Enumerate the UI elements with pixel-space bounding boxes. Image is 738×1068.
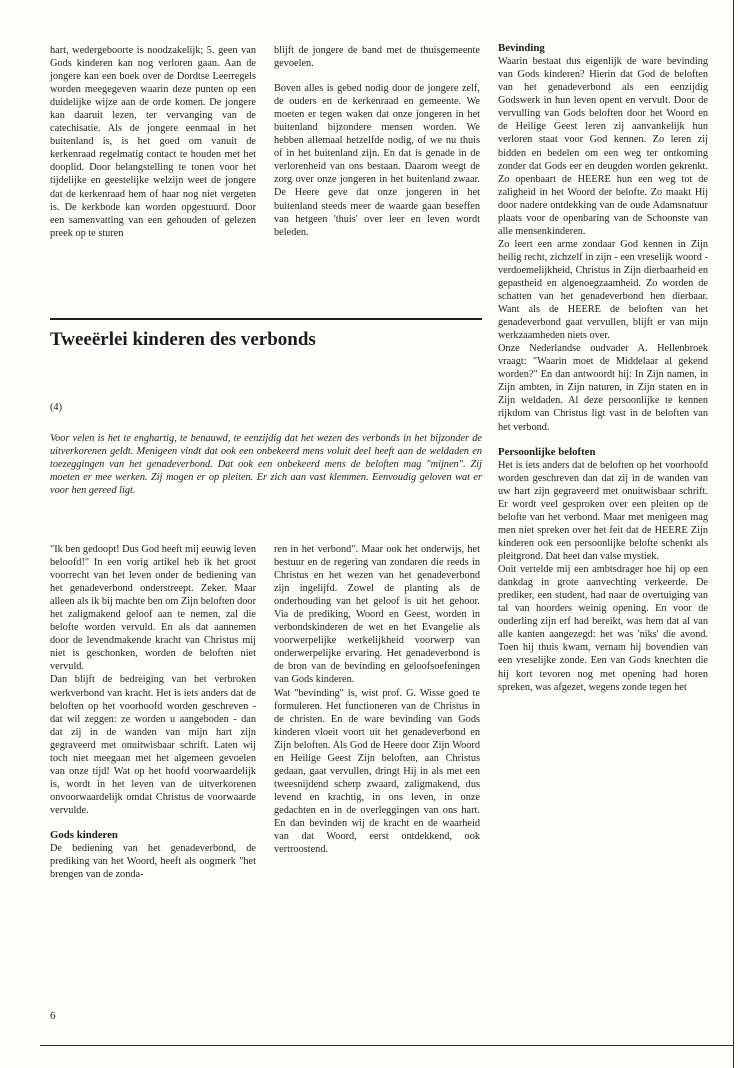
paragraph: Wat "bevinding" is, wist prof. G. Wisse goed te formuleren. Het functioneren van de Christus in de christen. En de ware bevinding van Gods kinderen vloeit voort uit het genadeverbond en Zijn beloften. Als God de Heere door Zijn Woord en Heilige Geest Zijn beloften, aan Christus gedaan, gaat vervullen, dringt Hij in als met een tweesnijdend scherp zwaard, zaligmakend, dus levend en krachtig, in ons leven, in onze gedachten en in de overleggingen van ons hart. En dan bevinden wij de kracht en de waarheid van dat Woord, eerst ontdekkend, ook vertroostend. [274, 687, 480, 856]
paragraph: ren in het verbond". Maar ook het onderwijs, het bestuur en de regering van zondaren die reeds in Christus en het wezen van het genadeverbond zijn ingelijfd. Zowel de planting als de onderhouding van het geloof is uit het gehoor. Via de prediking, Woord en Geest, worden in verbondskinderen de wet en het Evangelie als voorwerpelijke werkelijkheid voorwerp van onderwerpelijke ervaring. Het genadeverbond is de bron van de bevinding en geloofsoefeningen van Gods kinderen. [274, 544, 480, 686]
article-part-number: (4) [50, 402, 63, 413]
paragraph: De bediening van het genadeverbond, de prediking van het Woord, heeft als oogmerk "het brengen van de zonda- [50, 843, 256, 881]
top-left-column [50, 44, 256, 240]
page-border-bottom [40, 1045, 734, 1046]
paragraph: Dan blijft de bedreiging van het verbroken werkverbond van kracht. Het is iets anders dat de beloften op het voorhoofd worden geschreven - dat wil zeggen: ze worden u aangeboden - dan dat zij in de wanden van mijn hart zijn gegraveerd met onuitwisbaar schrift. Laten wij toch niet meegaan met het algemeen gevoelen van onze tijd! Wat op het hoofd voorwaardelijk is, wordt in het leven van de uitverkorenen onvoorwaardelijk omdat Christus de voorwaarde vervulde. [50, 674, 256, 816]
section-divider [50, 318, 482, 320]
section-heading: Persoonlijke beloften [498, 445, 596, 458]
section-heading: Bevinding [498, 42, 545, 54]
top-middle-column [274, 44, 480, 239]
paragraph: Zo leert een arme zondaar God kennen in Zijn heilig recht, zichzelf in zijn - een vreselijk woord - verdoemelijkheid, Christus in Zijn dierbaarheid en gepastheid en algenoegzaamheid. Zo worden de schatten van het genadeverbond hen dierbaar. Want als de HEERE de beloften van het genadeverbond gaat vervullen, blijft er van mijn werkzaamheden niets over. [498, 238, 708, 342]
page-number: 6 [50, 1010, 56, 1022]
paragraph: Onze Nederlandse oudvader A. Hellenbroek vraagt: "Waarin moet de Middelaar al gekend worden?" En dan antwoordt hij: In Zijn namen, in Zijn ambten, in Zijn naturen, in Zijn staten en in Zijn weldaden. Al deze persoonlijke te kennen rijkdom van Christus ligt vast in de beloften van het verbond. [498, 343, 708, 433]
article-title: Tweeërlei kinderen des verbonds [50, 329, 316, 350]
section-heading: Gods kinderen [50, 828, 118, 841]
paragraph: blijft de jongere de band met de thuisgemeente gevoelen. [274, 45, 480, 70]
paragraph: "Ik ben gedoopt! Dus God heeft mij eeuwig leven beloofd!" In een vorig artikel heb ik het groot voorrecht van het leven onder de bediening van het genadeverbond onderstreept. Zeker. Maar alleen als ik bij machte ben om Zijn beloften door het zaligmakend geloof aan te nemen, zal die belofte worden vervuld. En als dat aannemen door de levendmakende kracht van Christus mij niet is geschonken, worden de beloften niet vervuld. [50, 544, 256, 673]
bottom-middle-column [274, 543, 480, 856]
paragraph: Het is iets anders dat de beloften op het voorhoofd worden geschreven dan dat zij in de wanden van uw hart zijn gegraveerd met onuitwisbaar schrift. Er wordt veel gesproken over een pleiten op de belofte van het verbond. Maar met menigeen mag men niet spreken over het feit dat de HEERE Zijn kinderen ook een persoonlijke belofte schenkt als pleitgrond. Dat heet dan valse mystiek. [498, 459, 708, 563]
right-column [498, 42, 708, 694]
article-intro: Voor velen is het te enghartig, te benauwd, te eenzijdig dat het wezen des verbonds in het bijzonder de uitverkorenen geldt. Menigeen vindt dat ook een onbekeerd mens voluit deel heeft aan de weldaden en toezeggingen van het genadeverbond. Dat ook een onbekeerd mens de beloften mag "mijnen". Zij moeten er mee werken. Zij mogen er op pleiten. Er zich aan vast klemmen. Eenvoudig geloven wat er voor hen gereed ligt. [50, 433, 482, 497]
paragraph: Waarin bestaat dus eigenlijk de ware bevinding van Gods kinderen? Hierin dat God de beloften van het genadeverbond als een eenzijdig Godswerk in hun leven opent en vervult. Door de vervulling van Gods beloften door het Woord en de Heilige Geest leren zij aanvankelijk hun verloren staat voor God kennen. Zo leren zij bidden en bedelen om een weg ter ontkoming zonder dat Gods eer en deugden worden gekrenkt. Zo openbaart de HEERE hun een weg tot de zaligheid in het Woord der belofte. Zo maakt Hij door nadere ontdekking van de oude Adamsnatuur plaats voor de openbaring van de Schoonste van alle mensenkinderen. [498, 56, 708, 237]
paragraph: Ooit vertelde mij een ambtsdrager hoe hij op een dankdag in grote aanvechting verkeerde. De prediker, een student, had naar de overtuiging van tal van hoorders weinig opening. En voor de ouderling zijn erf had bereikt, was hem dat al van alle kanten aangezegd: het was 'niks' die avond. Toen hij thuis kwam, vernam hij bovendien van een vreselijke zonde. Een van Gods knechten die hij kort tevoren nog met opening had horen spreken, was afgezet, wegens zonde tegen het [498, 564, 708, 693]
page-border-right [733, 0, 734, 1068]
paragraph: hart, wedergeboorte is noodzakelijk; 5. geen van Gods kinderen kan nog verloren gaan. Aan de jongere kan een boek over de Dordtse Leerregels worden meegegeven waarin deze punten op een duidelijke wijze aan de orde komen. De jongere kan daaruit lezen, ter vervanging van de catechisatie. Als de jongere eenmaal in het buitenland is, is het goed om vanuit de kerkenraad regelmatig contact te houden met het dooplid. Door belangstelling te tonen voor het tijdelijke en geestelijke welzijn weet de jongere dat de kerkenraad hem of haar nog niet vergeten is. De kerkbode kan worden opgestuurd. Door een samenvatting van een gehouden of gelezen preek op te sturen [50, 45, 256, 239]
paragraph: Boven alles is gebed nodig door de jongere zelf, de ouders en de kerkenraad en gemeente. We moeten er tegen waken dat onze jongeren in het buitenland bijzondere mensen worden. We hebben allemaal hetzelfde nodig, of we nu thuis of in het buitenland zijn. En dat is genade in de verlorenheid van ons bestaan. Daarom weegt de zorg over onze jongeren in het buitenland zwaar. De Heere geve dat onze jongeren in het buitenland steeds meer de waarde gaan beseffen van hetgeen 'thuis' over leer en leven wordt beleden. [274, 83, 480, 238]
bottom-left-column [50, 543, 256, 881]
